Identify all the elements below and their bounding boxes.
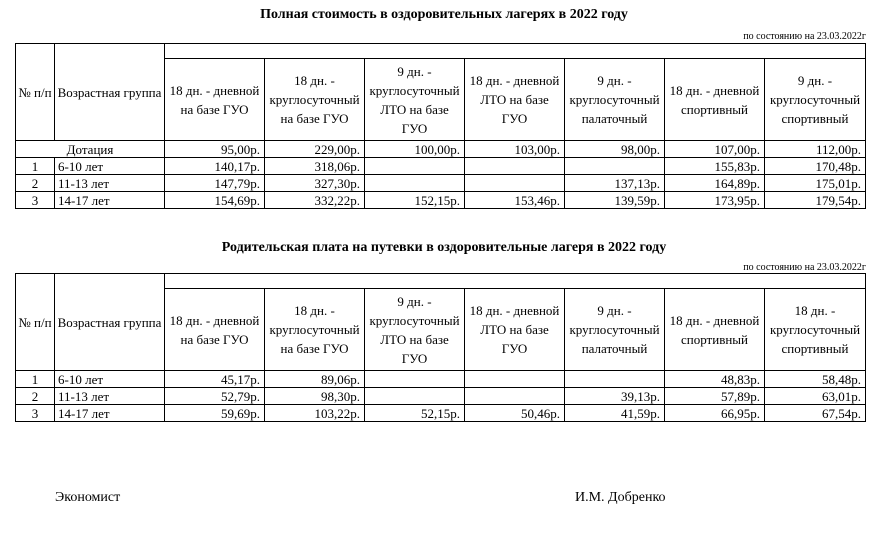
cell: 155,83р. (665, 158, 765, 175)
row-group: 14-17 лет (55, 192, 165, 209)
cell: 139,59р. (565, 192, 665, 209)
cell (365, 175, 465, 192)
parent-fee-table (15, 273, 866, 422)
table2-as-of: по состоянию на 23.03.2022г (743, 262, 866, 273)
table-row (16, 158, 866, 175)
subsidy-row (16, 141, 866, 158)
cell: 154,69р. (165, 192, 265, 209)
cell: 147,79р. (165, 175, 265, 192)
row-num: 3 (16, 192, 55, 209)
header-col: 9 дн. - круглосуточный палаточный (565, 59, 665, 141)
header-num: № п/п (16, 274, 55, 371)
cell (465, 371, 565, 388)
header-col: 9 дн. - круглосуточный спортивный (765, 59, 866, 141)
full-cost-table (15, 43, 866, 209)
cell: 41,59р. (565, 405, 665, 422)
cell: 173,95р. (665, 192, 765, 209)
table-row (16, 175, 866, 192)
cell: 50,46р. (465, 405, 565, 422)
subsidy-label: Дотация (16, 141, 165, 158)
header-spacer (165, 44, 866, 59)
table-row (16, 405, 866, 422)
cell: 153,46р. (465, 192, 565, 209)
cell: 52,15р. (365, 405, 465, 422)
footer-position: Экономист (55, 490, 121, 505)
subsidy-cell: 103,00р. (465, 141, 565, 158)
row-group: 6-10 лет (55, 158, 165, 175)
cell (365, 388, 465, 405)
row-num: 2 (16, 388, 55, 405)
cell: 175,01р. (765, 175, 866, 192)
cell: 164,89р. (665, 175, 765, 192)
subsidy-cell: 107,00р. (665, 141, 765, 158)
row-group: 14-17 лет (55, 405, 165, 422)
cell (565, 371, 665, 388)
row-group: 6-10 лет (55, 371, 165, 388)
header-col: 18 дн. - дневной спортивный (665, 289, 765, 371)
header-col: 18 дн. - круглосуточный на базе ГУО (265, 289, 365, 371)
cell: 140,17р. (165, 158, 265, 175)
subsidy-cell: 98,00р. (565, 141, 665, 158)
cell: 48,83р. (665, 371, 765, 388)
table1-as-of: по состоянию на 23.03.2022г (743, 31, 866, 42)
row-num: 3 (16, 405, 55, 422)
table2-title: Родительская плата на путевки в оздоровительные лагеря в 2022 году (221, 240, 667, 255)
cell: 89,06р. (265, 371, 365, 388)
cell: 179,54р. (765, 192, 866, 209)
cell: 327,30р. (265, 175, 365, 192)
cell: 39,13р. (565, 388, 665, 405)
row-num: 1 (16, 371, 55, 388)
subsidy-cell: 95,00р. (165, 141, 265, 158)
cell: 98,30р. (265, 388, 365, 405)
cell: 332,22р. (265, 192, 365, 209)
header-age-group: Возрастная группа (55, 274, 165, 371)
cell: 52,79р. (165, 388, 265, 405)
cell: 137,13р. (565, 175, 665, 192)
cell (465, 175, 565, 192)
header-spacer (165, 274, 866, 289)
header-col: 18 дн. - круглосуточный на базе ГУО (265, 59, 365, 141)
header-col: 18 дн. - дневной спортивный (665, 59, 765, 141)
cell (365, 158, 465, 175)
header-col: 18 дн. - дневной на базе ГУО (165, 59, 265, 141)
cell (465, 158, 565, 175)
subsidy-cell: 112,00р. (765, 141, 866, 158)
row-group: 11-13 лет (55, 175, 165, 192)
cell: 58,48р. (765, 371, 866, 388)
header-col: 18 дн. - дневной на базе ГУО (165, 289, 265, 371)
subsidy-cell: 100,00р. (365, 141, 465, 158)
cell: 67,54р. (765, 405, 866, 422)
header-col: 9 дн. - круглосуточный палаточный (565, 289, 665, 371)
header-col: 18 дн. - дневной ЛТО на базе ГУО (465, 59, 565, 141)
cell (565, 158, 665, 175)
row-num: 2 (16, 175, 55, 192)
cell: 66,95р. (665, 405, 765, 422)
header-col: 9 дн. - круглосуточный ЛТО на базе ГУО (365, 59, 465, 141)
row-group: 11-13 лет (55, 388, 165, 405)
header-num: № п/п (16, 44, 55, 141)
cell: 45,17р. (165, 371, 265, 388)
table-row (16, 371, 866, 388)
cell: 170,48р. (765, 158, 866, 175)
table-row (16, 388, 866, 405)
table-row (16, 192, 866, 209)
cell: 318,06р. (265, 158, 365, 175)
cell: 152,15р. (365, 192, 465, 209)
header-col: 18 дн. - дневной ЛТО на базе ГУО (465, 289, 565, 371)
footer-signatory: И.М. Добренко (575, 490, 666, 505)
cell: 57,89р. (665, 388, 765, 405)
table1-title: Полная стоимость в оздоровительных лагерях в 2022 году (260, 7, 628, 22)
subsidy-cell: 229,00р. (265, 141, 365, 158)
cell (365, 371, 465, 388)
header-age-group: Возрастная группа (55, 44, 165, 141)
header-col: 9 дн. - круглосуточный ЛТО на базе ГУО (365, 289, 465, 371)
cell: 63,01р. (765, 388, 866, 405)
cell (465, 388, 565, 405)
cell: 103,22р. (265, 405, 365, 422)
row-num: 1 (16, 158, 55, 175)
header-col: 18 дн. - круглосуточный спортивный (765, 289, 866, 371)
cell: 59,69р. (165, 405, 265, 422)
